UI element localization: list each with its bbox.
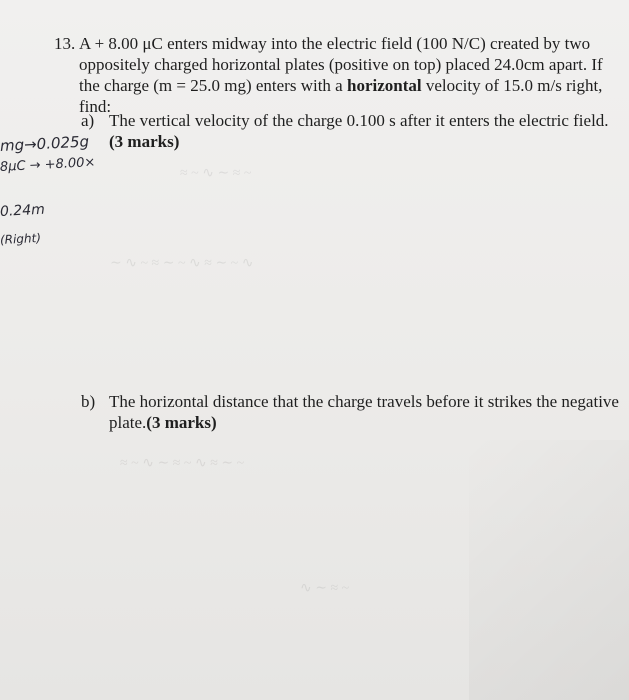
part-a-marks: (3 marks) — [109, 132, 180, 151]
bleed-through-text: ≈ ~ ∿ ∼ ≈ ~ — [180, 166, 252, 181]
part-b-question: The horizontal distance that the charge travels before it strikes the negative plate. — [109, 392, 619, 432]
part-a-label: a) — [81, 111, 95, 130]
bleed-through-text: ∼ ∿ ~ ≈ ∼ ~ ∿ ≈ ∼ ~ ∿ — [110, 256, 254, 271]
handwritten-note: 8μC → +8.00× — [0, 155, 96, 175]
handwritten-note: 0.24m — [0, 201, 46, 220]
question-number: 13. — [54, 34, 76, 53]
bleed-through-text: ≈ ~ ∿ ∼ ≈ ~ ∿ ≈ ∼ ~ — [120, 456, 245, 471]
question-text — [79, 33, 619, 117]
part-b-label: b) — [81, 392, 96, 411]
question-text-emphasis: horizontal — [346, 76, 422, 95]
handwritten-note: (Right) — [0, 230, 42, 247]
question-text-start: A + 8.00 μC enters midway into the electric field (100 N/C) created by two oppositely charged horizontal plates (positive on top) placed 24.0cm apart. If the charge (m = 25.0 mg) enters with a — [79, 34, 603, 95]
bleed-through-text: ∿ ∼ ≈ ~ — [300, 581, 350, 596]
question-text-end: velocity of 15.0 m/s right, find: — [79, 76, 603, 116]
part-a-text — [109, 110, 619, 152]
page-shadow — [469, 440, 629, 700]
part-b-text — [109, 391, 619, 433]
handwritten-note: mg→0.025g — [0, 132, 90, 155]
part-b-marks: (3 marks) — [146, 413, 217, 432]
part-a-question: The vertical velocity of the charge 0.100 s after it enters the electric field. — [109, 111, 609, 130]
